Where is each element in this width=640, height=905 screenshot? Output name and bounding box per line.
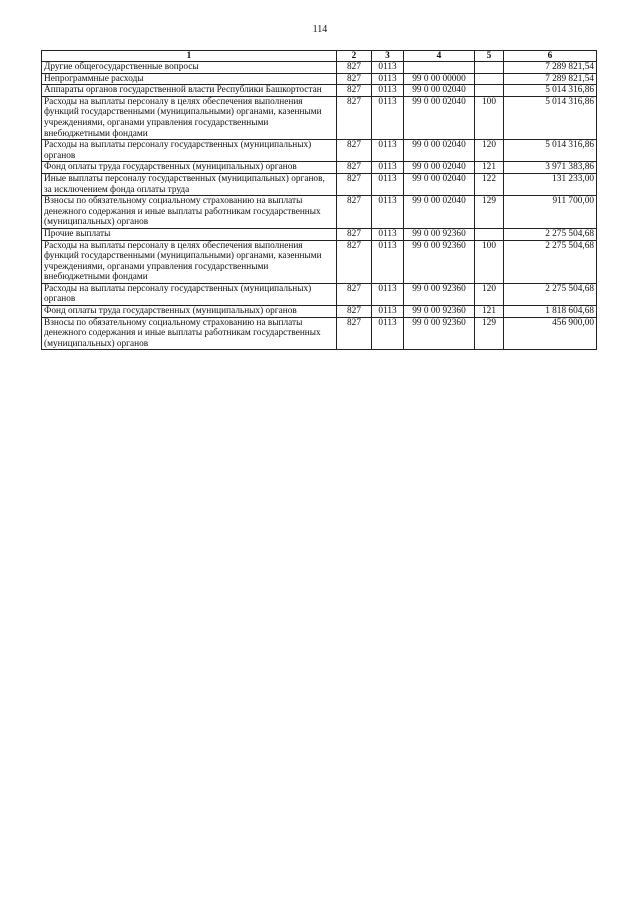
row-col-3: 0113 bbox=[372, 85, 404, 97]
table-row bbox=[42, 96, 597, 139]
row-col-3: 0113 bbox=[372, 173, 404, 195]
table-row bbox=[42, 73, 597, 85]
row-amount: 5 014 316,86 bbox=[504, 85, 597, 97]
table-row bbox=[42, 317, 597, 350]
row-amount: 5 014 316,86 bbox=[504, 140, 597, 162]
row-col-3: 0113 bbox=[372, 73, 404, 85]
table-row bbox=[42, 306, 597, 318]
row-col-5: 100 bbox=[475, 96, 504, 139]
row-amount: 7 289 821,54 bbox=[504, 73, 597, 85]
row-name: Взносы по обязательному социальному страхованию на выплаты денежного содержания и иные выплаты работникам государственных (муниципальных) органов bbox=[42, 196, 337, 229]
row-col-3: 0113 bbox=[372, 62, 404, 74]
row-col-5: 122 bbox=[475, 173, 504, 195]
table-row bbox=[42, 173, 597, 195]
row-amount: 2 275 504,68 bbox=[504, 240, 597, 283]
row-col-4: 99 0 00 02040 bbox=[404, 96, 475, 139]
row-col-2: 827 bbox=[337, 140, 372, 162]
table-row bbox=[42, 140, 597, 162]
row-amount: 2 275 504,68 bbox=[504, 283, 597, 305]
row-col-4 bbox=[404, 62, 475, 74]
row-col-3: 0113 bbox=[372, 196, 404, 229]
row-col-4: 99 0 00 92360 bbox=[404, 228, 475, 240]
row-col-2: 827 bbox=[337, 85, 372, 97]
row-col-2: 827 bbox=[337, 317, 372, 350]
table-row bbox=[42, 62, 597, 74]
row-col-4: 99 0 00 92360 bbox=[404, 283, 475, 305]
row-name: Другие общегосударственные вопросы bbox=[42, 62, 337, 74]
row-amount: 2 275 504,68 bbox=[504, 228, 597, 240]
row-col-4: 99 0 00 02040 bbox=[404, 162, 475, 174]
row-amount: 456 900,00 bbox=[504, 317, 597, 350]
row-name: Расходы на выплаты персоналу в целях обеспечения выполнения функций государственными (муниципальными) органами, казенными учреждениями, органами управления государственными внебюджетными фондами bbox=[42, 240, 337, 283]
row-col-2: 827 bbox=[337, 96, 372, 139]
row-amount: 3 971 383,86 bbox=[504, 162, 597, 174]
budget-table bbox=[41, 50, 597, 350]
row-col-5: 120 bbox=[475, 283, 504, 305]
row-name: Аппараты органов государственной власти Республики Башкортостан bbox=[42, 85, 337, 97]
row-col-2: 827 bbox=[337, 306, 372, 318]
row-col-5: 121 bbox=[475, 162, 504, 174]
row-col-3: 0113 bbox=[372, 317, 404, 350]
row-col-3: 0113 bbox=[372, 140, 404, 162]
row-col-3: 0113 bbox=[372, 240, 404, 283]
row-col-4: 99 0 00 92360 bbox=[404, 240, 475, 283]
row-name: Фонд оплаты труда государственных (муниципальных) органов bbox=[42, 162, 337, 174]
column-header-4: 4 bbox=[404, 51, 475, 62]
row-amount: 131 233,00 bbox=[504, 173, 597, 195]
row-name: Взносы по обязательному социальному страхованию на выплаты денежного содержания и иные выплаты работникам государственных (муниципальных) органов bbox=[42, 317, 337, 350]
row-amount: 1 818 604,68 bbox=[504, 306, 597, 318]
row-col-3: 0113 bbox=[372, 306, 404, 318]
row-col-3: 0113 bbox=[372, 162, 404, 174]
row-col-2: 827 bbox=[337, 73, 372, 85]
row-col-4: 99 0 00 92360 bbox=[404, 317, 475, 350]
row-col-4: 99 0 00 02040 bbox=[404, 196, 475, 229]
row-name: Расходы на выплаты персоналу государственных (муниципальных) органов bbox=[42, 283, 337, 305]
table-row bbox=[42, 283, 597, 305]
row-col-5: 129 bbox=[475, 196, 504, 229]
row-col-2: 827 bbox=[337, 173, 372, 195]
row-col-5: 100 bbox=[475, 240, 504, 283]
row-amount: 5 014 316,86 bbox=[504, 96, 597, 139]
row-name: Фонд оплаты труда государственных (муниципальных) органов bbox=[42, 306, 337, 318]
row-col-2: 827 bbox=[337, 62, 372, 74]
table-header-row bbox=[42, 51, 597, 62]
column-header-amount: 6 bbox=[504, 51, 597, 62]
row-col-3: 0113 bbox=[372, 228, 404, 240]
row-col-2: 827 bbox=[337, 196, 372, 229]
row-col-4: 99 0 00 02040 bbox=[404, 173, 475, 195]
table-row bbox=[42, 85, 597, 97]
row-col-4: 99 0 00 02040 bbox=[404, 85, 475, 97]
page-number: 114 bbox=[312, 24, 328, 35]
row-col-5 bbox=[475, 62, 504, 74]
row-col-5: 120 bbox=[475, 140, 504, 162]
row-col-5 bbox=[475, 228, 504, 240]
table-row bbox=[42, 196, 597, 229]
column-header-name: 1 bbox=[42, 51, 337, 62]
row-col-2: 827 bbox=[337, 228, 372, 240]
row-name: Прочие выплаты bbox=[42, 228, 337, 240]
column-header-2: 2 bbox=[337, 51, 372, 62]
row-col-2: 827 bbox=[337, 283, 372, 305]
row-name: Непрограммные расходы bbox=[42, 73, 337, 85]
row-col-5: 121 bbox=[475, 306, 504, 318]
row-name: Расходы на выплаты персоналу государственных (муниципальных) органов bbox=[42, 140, 337, 162]
column-header-5: 5 bbox=[475, 51, 504, 62]
row-col-5 bbox=[475, 73, 504, 85]
table-row bbox=[42, 162, 597, 174]
row-col-4: 99 0 00 92360 bbox=[404, 306, 475, 318]
row-amount: 911 700,00 bbox=[504, 196, 597, 229]
row-col-3: 0113 bbox=[372, 283, 404, 305]
table-row bbox=[42, 240, 597, 283]
table-row bbox=[42, 228, 597, 240]
row-col-4: 99 0 00 00000 bbox=[404, 73, 475, 85]
row-col-3: 0113 bbox=[372, 96, 404, 139]
row-col-4: 99 0 00 02040 bbox=[404, 140, 475, 162]
row-name: Расходы на выплаты персоналу в целях обеспечения выполнения функций государственными (муниципальными) органами, казенными учреждениями, органами управления государственными внебюджетными фондами bbox=[42, 96, 337, 139]
column-header-3: 3 bbox=[372, 51, 404, 62]
row-col-5 bbox=[475, 85, 504, 97]
row-amount: 7 289 821,54 bbox=[504, 62, 597, 74]
row-col-2: 827 bbox=[337, 240, 372, 283]
row-name: Иные выплаты персоналу государственных (муниципальных) органов, за исключением фонда оплаты труда bbox=[42, 173, 337, 195]
row-col-5: 129 bbox=[475, 317, 504, 350]
row-col-2: 827 bbox=[337, 162, 372, 174]
